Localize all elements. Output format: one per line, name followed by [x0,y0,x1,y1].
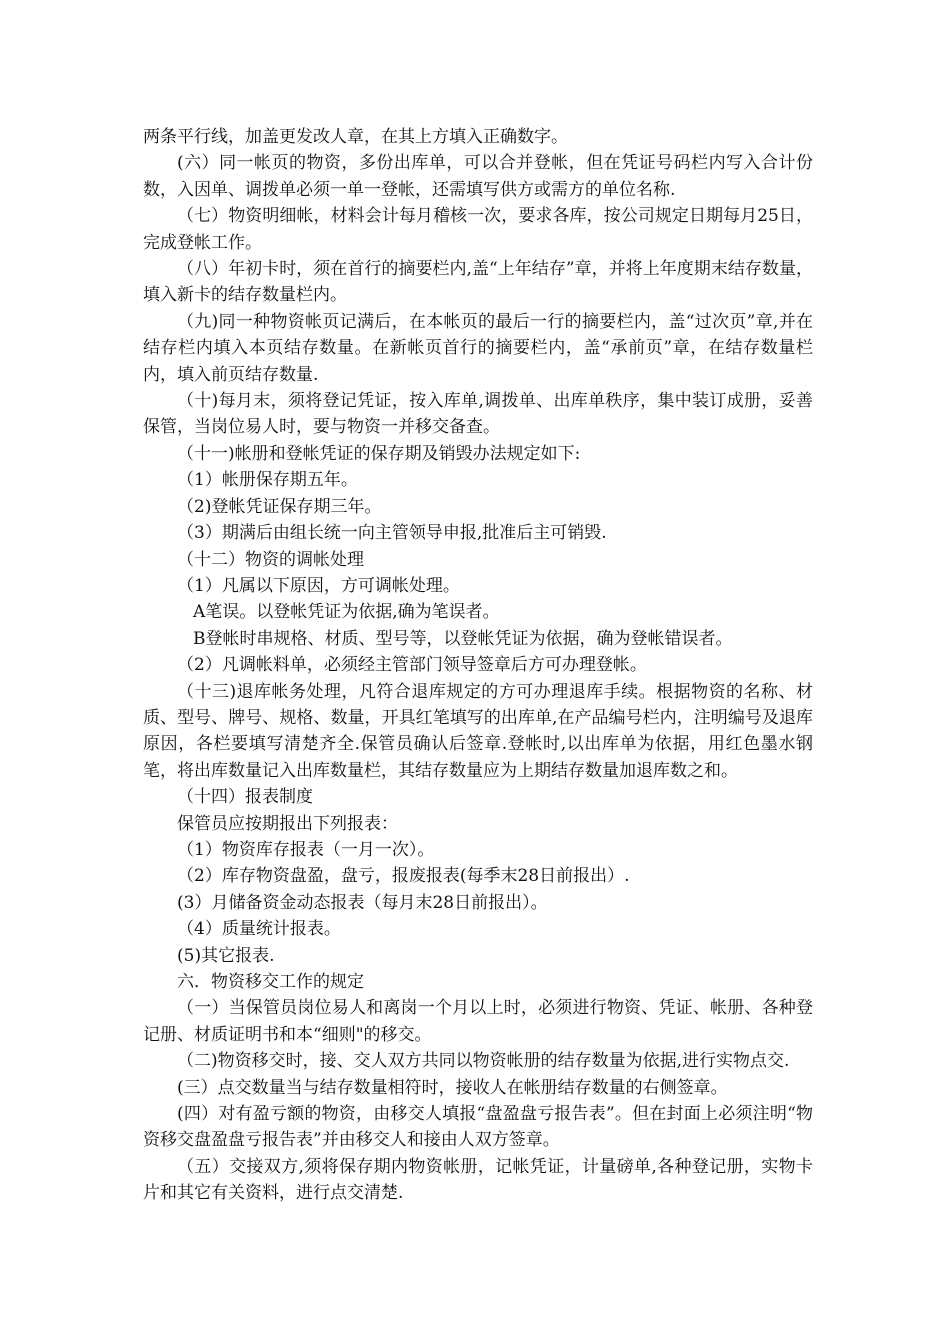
paragraph: (四）对有盈亏额的物资，由移交人填报“盘盈盘亏报告表”。但在封面上必须注明“物资移交盘盈盘亏报告表”并由移交人和接由人双方签章。 [143,1104,813,1151]
paragraph: （十三)退库帐务处理，凡符合退库规定的方可办理退库手续。根据物资的名称、材质、型号、牌号、规格、数量，开具红笔填写的出库单,在产品编号栏内，注明编号及退库原因，各栏要填写清楚齐全.保管员确认后签章.登帐时,以出库单为依据，用红色墨水钢笔，将出库数量记入出库数量栏，其结存数量应为上期结存数量加退库数之和。 [143,681,813,781]
paragraph: （1）凡属以下原因，方可调帐处理。 [177,575,460,596]
paragraph: （八）年初卡时，须在首行的摘要栏内,盖“上年结存”章，并将上年度期末结存数量，填入新卡的结存数量栏内。 [143,259,813,306]
paragraph: （1）物资库存报表（一月一次）。 [177,839,435,860]
paragraph: (六）同一帐页的物资，多份出库单，可以合并登帐，但在凭证号码栏内写入合计份数，入因单、调拨单必须一单一登帐，还需填写供方或需方的单位名称. [143,153,813,200]
paragraph: （1）帐册保存期五年。 [177,470,358,491]
paragraph: 保管员应按期报出下列报表： [177,813,398,834]
paragraph: (5)其它报表. [177,945,275,966]
paragraph: （一）当保管员岗位易人和离岗一个月以上时，必须进行物资、凭证、帐册、各种登记册、材质证明书和本“细则"的移交。 [143,998,813,1045]
paragraph: （2）库存物资盘盈，盘亏，报废报表(每季末28日前报出）. [177,866,630,887]
paragraph: （十二）物资的调帐处理 [177,549,364,570]
paragraph: (三）点交数量当与结存数量相符时，接收人在帐册结存数量的右侧签章。 [177,1077,728,1098]
paragraph: (3）月储备资金动态报表（每月末28日前报出）。 [177,892,548,913]
paragraph: （十一)帐册和登帐凭证的保存期及销毁办法规定如下: [177,443,581,464]
paragraph: （4）质量统计报表。 [177,919,341,940]
paragraph: （2)登帐凭证保存期三年。 [177,496,382,517]
paragraph: 两条平行线，加盖更发改人章，在其上方填入正确数字。 [143,127,568,147]
paragraph: B登帐时串规格、材质、型号等，以登帐凭证为依据，确为登帐错误者。 [193,628,733,649]
paragraph: （九)同一种物资帐页记满后，在本帐页的最后一行的摘要栏内，盖“过次页”章,并在结存栏内填入本页结存数量。在新帐页首行的摘要栏内，盖“承前页”章，在结存数量栏内，填入前页结存数量. [143,311,813,385]
paragraph: （二)物资移交时，接、交人双方共同以物资帐册的结存数量为依据,进行实物点交. [177,1051,790,1072]
paragraph: （3）期满后由组长统一向主管领导申报,批准后主可销毁. [177,523,607,544]
paragraph: （五）交接双方,须将保存期内物资帐册，记帐凭证，计量磅单,各种登记册，实物卡片和其它有关资料，进行点交清楚. [143,1156,813,1204]
paragraph: （十四）报表制度 [177,787,313,808]
paragraph: A笔误。以登帐凭证为依据,确为笔误者。 [193,602,500,623]
document-body [143,124,813,1207]
section-heading: 六．物资移交工作的规定 [177,972,364,992]
paragraph: （七）物资明细帐，材料会计每月稽核一次，要求各库，按公司规定日期每月25日，完成登帐工作。 [143,206,813,253]
paragraph: （十)每月末，须将登记凭证，按入库单,调拨单、出库单秩序，集中装订成册，妥善保管，当岗位易人时，要与物资一并移交备查。 [143,391,813,438]
paragraph: （2）凡调帐料单，必须经主管部门领导签章后方可办理登帐。 [177,655,647,676]
